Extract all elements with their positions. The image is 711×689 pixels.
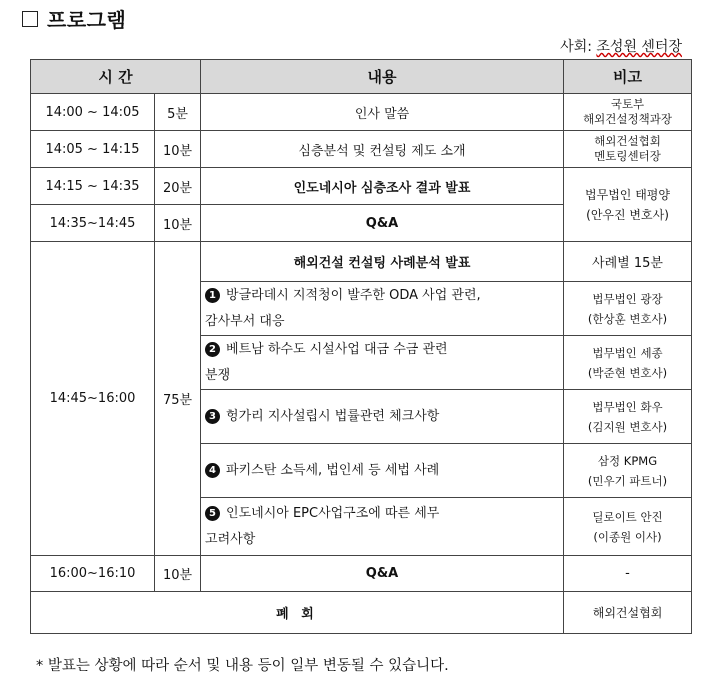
row-time: 14:05 ~ 14:15 [31,131,155,168]
note-line: 멘토링센터장 [594,149,661,163]
note-line: 해외건설협회 [594,134,661,148]
case-item-note [564,498,692,556]
row-note: - [564,556,692,592]
row-content: Q&A [201,556,564,592]
table-row [31,168,692,205]
row-duration: 20분 [155,168,201,205]
case-item-line: 방글라데시 지적청이 발주한 ODA 사업 관련, [226,287,481,303]
case-section-header: 해외건설 컨설팅 사례분석 발표 [201,242,564,282]
host-label: 사회: [560,39,592,55]
case-item [201,282,564,336]
note-line: (한상훈 변호사) [587,311,668,326]
note-line: 딜로이트 안진 [592,509,663,524]
case-item-note [564,282,692,336]
note-line: 삼정 KPMG [597,453,658,468]
footer-note: * 발표는 상황에 따라 순서 및 내용 등이 일부 변동될 수 있습니다. [36,658,449,674]
note-line: 법무법인 광장 [592,291,663,306]
host-info [560,36,682,56]
closing-cell: 폐 회 [31,592,564,634]
note-line: 법무법인 세종 [592,345,663,360]
table-row [31,592,692,634]
note-line: (박준현 변호사) [587,365,668,380]
row-note [564,131,692,168]
case-item-line: 파키스탄 소득세, 법인세 등 세법 사례 [226,462,440,478]
header-time: 시 간 [31,60,201,94]
case-item-note [564,444,692,498]
row-content: 인사 말씀 [201,94,564,131]
note-line: (김지원 변호사) [587,419,668,434]
case-item-note [564,390,692,444]
number-5-icon: 5 [205,506,220,521]
case-item [201,444,564,498]
table-row [31,131,692,168]
row-duration: 10분 [155,556,201,592]
program-table [30,59,692,634]
row-content: 인도네시아 심층조사 결과 발표 [201,168,564,205]
case-item-line: 고려사항 [205,531,256,547]
case-item-line: 인도네시아 EPC사업구조에 따른 세무 [226,505,440,521]
page-title-text: 프로그램 [47,8,127,32]
header-note: 비고 [564,60,692,94]
case-item [201,336,564,390]
case-item-line: 베트남 하수도 시설사업 대금 수금 관련 [226,341,448,357]
table-row [31,556,692,592]
table-header-row [31,60,692,94]
page-title [22,4,126,33]
row-note [564,94,692,131]
case-section-note: 사례별 15분 [564,242,692,282]
checkbox-square-icon [22,11,38,27]
case-item [201,498,564,556]
case-item [201,390,564,444]
case-item-line: 분쟁 [205,367,231,383]
row-content: 심층분석 및 컨설팅 제도 소개 [201,131,564,168]
table-row [31,242,692,282]
note-line: (이종원 이사) [593,529,662,544]
row-time: 14:00 ~ 14:05 [31,94,155,131]
closing-note: 해외건설협회 [564,592,692,634]
row-time: 14:35~14:45 [31,205,155,242]
row-time: 14:45~16:00 [31,242,155,556]
note-line: (안우진 변호사) [586,207,669,222]
case-item-line: 감사부서 대응 [205,313,285,329]
note-line: 해외건설정책과장 [583,112,672,126]
host-name: 조성원 센터장 [596,39,682,55]
row-content: Q&A [201,205,564,242]
note-line: 법무법인 태평양 [585,187,670,202]
table-row [31,94,692,131]
row-time: 16:00~16:10 [31,556,155,592]
note-line: 국토부 [610,97,645,111]
row-time: 14:15 ~ 14:35 [31,168,155,205]
number-3-icon: 3 [205,409,220,424]
row-note [564,168,692,242]
number-4-icon: 4 [205,463,220,478]
case-item-line: 헝가리 지사설립시 법률관련 체크사항 [226,408,440,424]
number-1-icon: 1 [205,288,220,303]
case-item-note [564,336,692,390]
note-line: (민우기 파트너) [587,473,668,488]
row-duration: 75분 [155,242,201,556]
row-duration: 10분 [155,131,201,168]
row-duration: 5분 [155,94,201,131]
number-2-icon: 2 [205,342,220,357]
row-duration: 10분 [155,205,201,242]
note-line: 법무법인 화우 [592,399,663,414]
header-content: 내용 [201,60,564,94]
